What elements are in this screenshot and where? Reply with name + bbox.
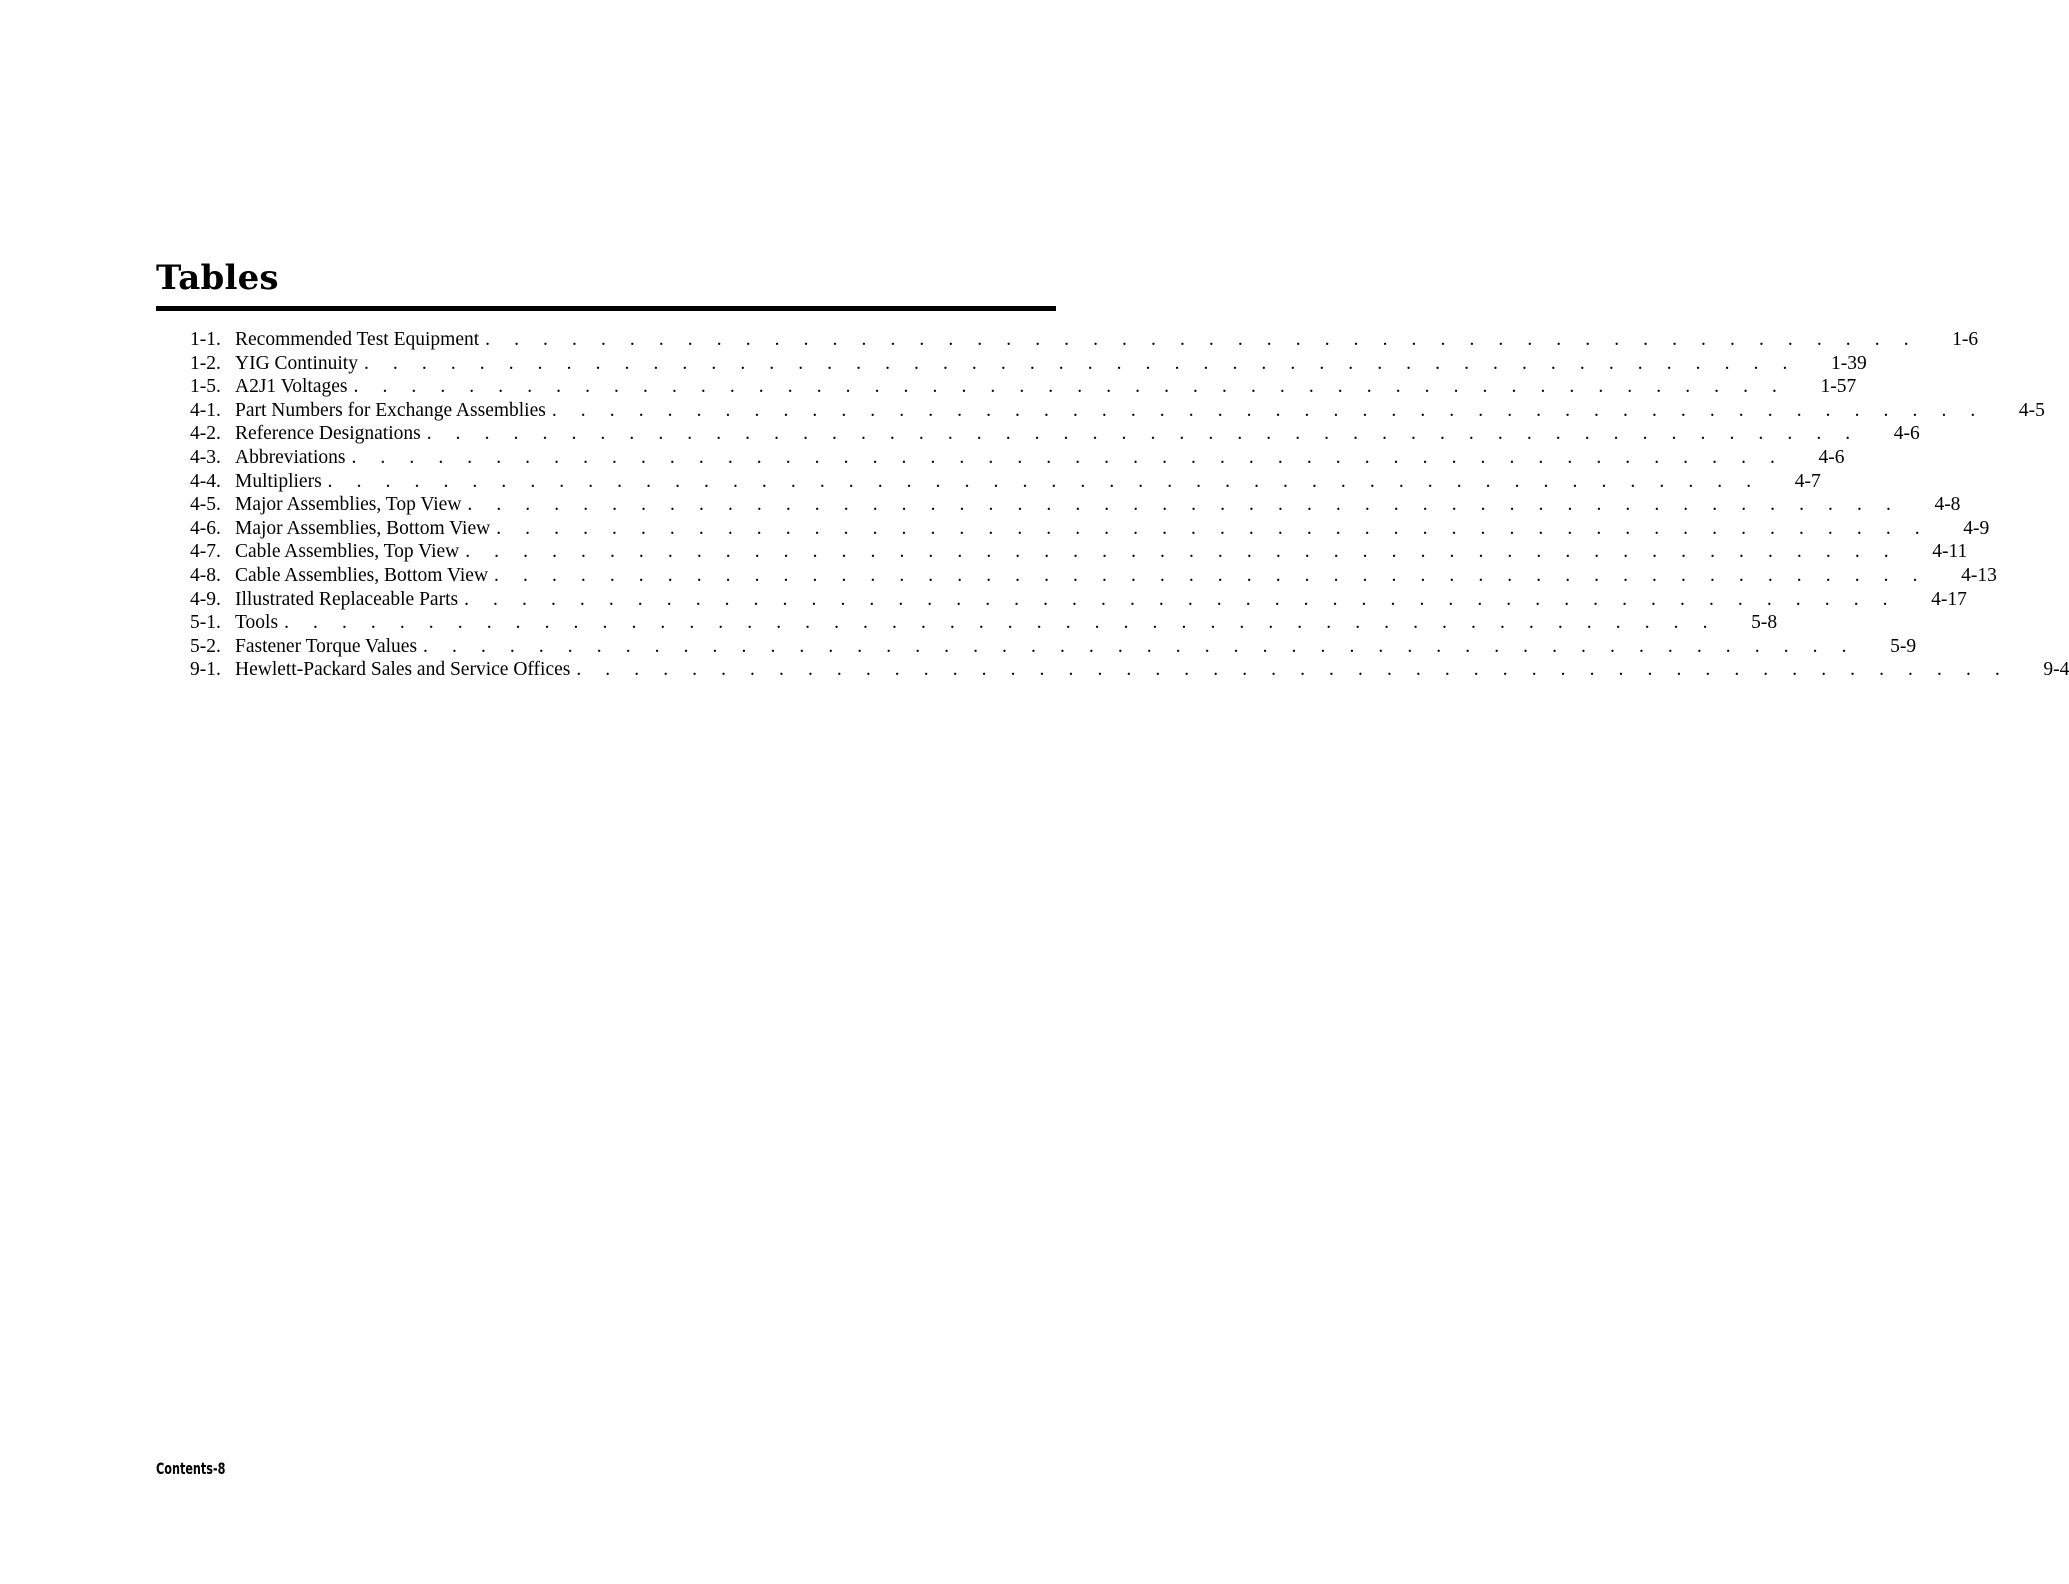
- toc-entry[interactable]: [190, 540, 1968, 564]
- toc-entry-label: Major Assemblies, Bottom View: [235, 517, 491, 539]
- toc-entry-number: 4-9.: [190, 588, 221, 610]
- toc-entry-number: 4-2.: [190, 423, 221, 445]
- toc-entry-number: 4-6.: [190, 517, 221, 539]
- toc-entry-label: Tools: [235, 612, 279, 634]
- toc-entry-number: 1-2.: [190, 352, 221, 374]
- dot-leader: . . . . . . . . . . . . . . . . . . . . . . . . . . . . . . . . . . . . . . . . . . . . . . . . . .: [576, 659, 2010, 681]
- toc-entry-number: 4-1.: [190, 399, 221, 421]
- dot-leader: . . . . . . . . . . . . . . . . . . . . . . . . . . . . . . . . . . . . . . . . . . . . . . . . . .: [465, 541, 1899, 563]
- toc-entry[interactable]: [190, 564, 1997, 588]
- table-of-tables: [190, 328, 2069, 682]
- toc-entry-number: 4-7.: [190, 541, 221, 563]
- dot-leader: . . . . . . . . . . . . . . . . . . . . . . . . . . . . . . . . . . . . . . . . . . . . . . . . . .: [353, 376, 1787, 398]
- toc-entry[interactable]: [190, 352, 1867, 376]
- dot-leader: . . . . . . . . . . . . . . . . . . . . . . . . . . . . . . . . . . . . . . . . . . . . . . . . . .: [485, 329, 1919, 350]
- toc-entry[interactable]: [190, 399, 2045, 423]
- toc-entry[interactable]: [190, 588, 1967, 612]
- toc-entry-page: 4-6: [1818, 446, 1845, 468]
- toc-entry[interactable]: [190, 517, 1990, 541]
- toc-entry-page: 4-6: [1893, 423, 1920, 445]
- toc-entry[interactable]: [190, 611, 1778, 635]
- toc-entry-number: 9-1.: [190, 659, 221, 681]
- dot-leader: . . . . . . . . . . . . . . . . . . . . . . . . . . . . . . . . . . . . . . . . . . . . . . . . . .: [551, 399, 1985, 421]
- toc-entry-number: 1-1.: [190, 329, 221, 350]
- toc-entry-page: 4-13: [1961, 564, 1997, 586]
- toc-entry[interactable]: [190, 658, 2069, 682]
- toc-entry-number: 4-5.: [190, 494, 221, 516]
- toc-entry-label: Reference Designations: [235, 423, 421, 445]
- toc-entry-label: YIG Continuity: [235, 352, 358, 374]
- toc-entry-label: Major Assemblies, Top View: [235, 494, 462, 516]
- toc-entry[interactable]: [190, 375, 1857, 399]
- toc-entry-label: Illustrated Replaceable Parts: [235, 588, 459, 610]
- toc-entry-page: 1-39: [1831, 352, 1867, 374]
- dot-leader: . . . . . . . . . . . . . . . . . . . . . . . . . . . . . . . . . . . . . . . . . . . . . . . . . .: [351, 446, 1785, 468]
- dot-leader: . . . . . . . . . . . . . . . . . . . . . . . . . . . . . . . . . . . . . . . . . . . . . . . . . .: [284, 612, 1718, 634]
- toc-entry-label: A2J1 Voltages: [235, 376, 348, 398]
- toc-entry-label: Abbreviations: [235, 446, 346, 468]
- toc-entry-page: 4-8: [1934, 494, 1961, 516]
- toc-entry-number: 1-5.: [190, 376, 221, 398]
- toc-entry-page: 1-6: [1952, 329, 1979, 350]
- dot-leader: . . . . . . . . . . . . . . . . . . . . . . . . . . . . . . . . . . . . . . . . . . . . . . . . . .: [327, 470, 1761, 492]
- title-rule: [156, 306, 1056, 311]
- toc-entry-label: Cable Assemblies, Top View: [235, 541, 460, 563]
- dot-leader: . . . . . . . . . . . . . . . . . . . . . . . . . . . . . . . . . . . . . . . . . . . . . . . . . .: [363, 352, 1797, 374]
- toc-entry-label: Part Numbers for Exchange Assemblies: [235, 399, 546, 421]
- toc-entry[interactable]: [190, 446, 1845, 470]
- toc-entry[interactable]: [190, 422, 1920, 446]
- toc-entry-number: 4-8.: [190, 564, 221, 586]
- dot-leader: . . . . . . . . . . . . . . . . . . . . . . . . . . . . . . . . . . . . . . . . . . . . . . . . . .: [426, 423, 1860, 445]
- toc-entry-page: 4-11: [1932, 541, 1968, 563]
- toc-entry[interactable]: [190, 328, 1979, 352]
- toc-entry-page: 4-5: [2018, 399, 2045, 421]
- toc-entry-label: Recommended Test Equipment: [235, 329, 480, 350]
- toc-entry-page: 5-9: [1890, 635, 1917, 657]
- toc-entry-page: 5-8: [1751, 612, 1778, 634]
- dot-leader: . . . . . . . . . . . . . . . . . . . . . . . . . . . . . . . . . . . . . . . . . . . . . . . . . .: [423, 635, 1857, 657]
- toc-entry-number: 5-1.: [190, 612, 221, 634]
- toc-entry-number: 4-3.: [190, 446, 221, 468]
- toc-entry-number: 5-2.: [190, 635, 221, 657]
- toc-entry[interactable]: [190, 493, 1961, 517]
- toc-entry-number: 4-4.: [190, 470, 221, 492]
- toc-entry-page: 1-57: [1820, 376, 1857, 398]
- toc-entry-page: 9-4: [2043, 659, 2069, 681]
- toc-entry-label: Cable Assemblies, Bottom View: [235, 564, 489, 586]
- dot-leader: . . . . . . . . . . . . . . . . . . . . . . . . . . . . . . . . . . . . . . . . . . . . . . . . . .: [467, 494, 1901, 516]
- toc-entry-page: 4-7: [1794, 470, 1821, 492]
- toc-entry-page: 4-17: [1931, 588, 1967, 610]
- dot-leader: . . . . . . . . . . . . . . . . . . . . . . . . . . . . . . . . . . . . . . . . . . . . . . . . . .: [496, 517, 1930, 539]
- page-footer-label: Contents-8: [156, 1459, 226, 1478]
- dot-leader: . . . . . . . . . . . . . . . . . . . . . . . . . . . . . . . . . . . . . . . . . . . . . . . . . .: [494, 564, 1928, 586]
- toc-entry-page: 4-9: [1963, 517, 1990, 539]
- toc-entry[interactable]: [190, 635, 1917, 659]
- page-title: Tables: [156, 258, 279, 298]
- toc-entry[interactable]: [190, 470, 1821, 494]
- toc-entry-label: Multipliers: [235, 470, 322, 492]
- dot-leader: . . . . . . . . . . . . . . . . . . . . . . . . . . . . . . . . . . . . . . . . . . . . . . . . . .: [464, 588, 1898, 610]
- toc-entry-label: Hewlett-Packard Sales and Service Offices: [235, 659, 571, 681]
- toc-entry-label: Fastener Torque Values: [235, 635, 418, 657]
